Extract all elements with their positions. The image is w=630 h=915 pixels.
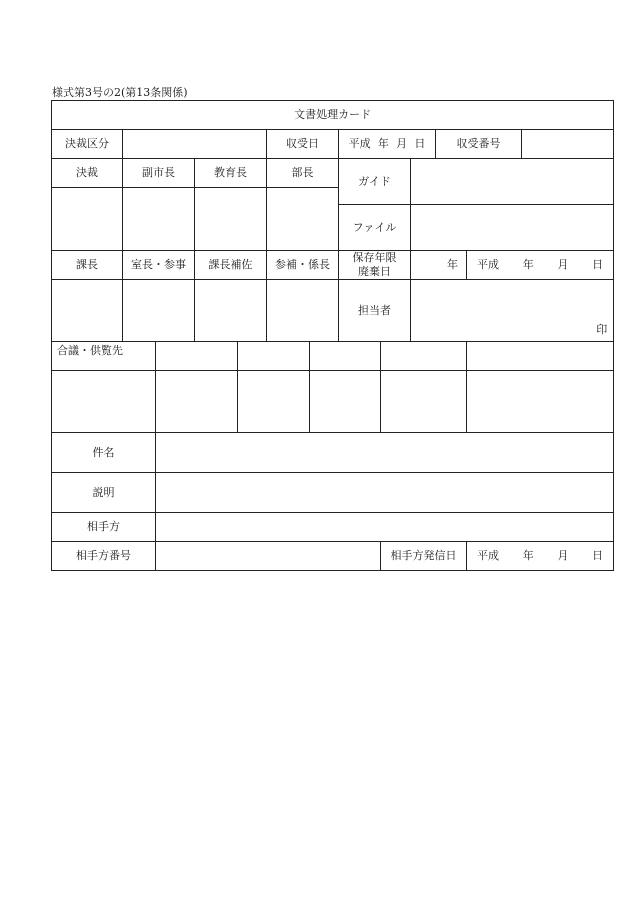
aitekata-date-month: 月 bbox=[557, 549, 569, 563]
approver-header-shitsucho: 室長・参事 bbox=[123, 251, 195, 280]
approver-stamp-kyoikucho[interactable] bbox=[195, 188, 267, 251]
tanto-field[interactable] bbox=[411, 280, 614, 342]
kenmei-label: 件名 bbox=[52, 433, 156, 473]
approver-stamp-bucho[interactable] bbox=[267, 188, 339, 251]
aitekata-date-label: 相手方発信日 bbox=[381, 542, 467, 571]
gogi-stamp-4[interactable] bbox=[381, 371, 467, 433]
setsumei-label: 説明 bbox=[52, 473, 156, 513]
retention-years-field[interactable] bbox=[411, 251, 467, 280]
juri-date-label: 収受日 bbox=[267, 130, 339, 159]
juri-day: 日 bbox=[414, 137, 426, 151]
gogi-header-5[interactable] bbox=[467, 342, 614, 371]
juri-year: 年 bbox=[377, 137, 389, 151]
file-field[interactable] bbox=[411, 205, 614, 251]
approver-header-kakaricho: 参補・係長 bbox=[267, 251, 339, 280]
disposal-year: 年 bbox=[522, 258, 534, 272]
approver-header-kachohosa: 課長補佐 bbox=[195, 251, 267, 280]
juri-month: 月 bbox=[396, 137, 408, 151]
kessai-kubun-field[interactable] bbox=[123, 130, 267, 159]
approver-header-kessai: 決裁 bbox=[52, 159, 123, 188]
disposal-month: 月 bbox=[557, 258, 569, 272]
disposal-date-field[interactable] bbox=[467, 251, 614, 280]
juri-date-field[interactable] bbox=[339, 130, 436, 159]
aitekata-number-label: 相手方番号 bbox=[52, 542, 156, 571]
disposal-day: 日 bbox=[592, 258, 604, 272]
kessai-kubun-label: 決裁区分 bbox=[52, 130, 123, 159]
aitekata-number-field[interactable] bbox=[156, 542, 381, 571]
juri-era: 平成 bbox=[348, 137, 371, 151]
approver-header-fukushicho: 副市長 bbox=[123, 159, 195, 188]
guide-label: ガイド bbox=[339, 159, 411, 205]
aitekata-date-year: 年 bbox=[522, 549, 534, 563]
approver-stamp-kakaricho[interactable] bbox=[267, 280, 339, 342]
kenmei-field[interactable] bbox=[156, 433, 614, 473]
guide-field[interactable] bbox=[411, 159, 614, 205]
gogi-stamp-3[interactable] bbox=[310, 371, 381, 433]
gogi-stamp-2[interactable] bbox=[238, 371, 310, 433]
gogi-header-4[interactable] bbox=[381, 342, 467, 371]
retention-year-unit: 年 bbox=[447, 258, 458, 272]
gogi-header-3[interactable] bbox=[310, 342, 381, 371]
retention-label-line1: 保存年限 bbox=[352, 251, 397, 265]
aitekata-date-field[interactable] bbox=[467, 542, 614, 571]
approver-stamp-fukushicho[interactable] bbox=[123, 188, 195, 251]
juri-number-label: 収受番号 bbox=[436, 130, 522, 159]
aitekata-field[interactable] bbox=[156, 513, 614, 542]
retention-label bbox=[339, 251, 411, 280]
disposal-era: 平成 bbox=[477, 258, 499, 272]
document-processing-card bbox=[51, 100, 614, 571]
tanto-label: 担当者 bbox=[339, 280, 411, 342]
juri-number-field[interactable] bbox=[522, 130, 614, 159]
approver-stamp-kacho[interactable] bbox=[52, 280, 123, 342]
stamp-mark: 印 bbox=[596, 323, 608, 337]
approver-stamp-kessai[interactable] bbox=[52, 188, 123, 251]
approver-header-bucho: 部長 bbox=[267, 159, 339, 188]
file-label: ファイル bbox=[339, 205, 411, 251]
aitekata-label: 相手方 bbox=[52, 513, 156, 542]
gogi-stamp-5[interactable] bbox=[467, 371, 614, 433]
gogi-header-2[interactable] bbox=[238, 342, 310, 371]
approver-stamp-shitsucho[interactable] bbox=[123, 280, 195, 342]
approver-stamp-kachohosa[interactable] bbox=[195, 280, 267, 342]
approver-header-kyoikucho: 教育長 bbox=[195, 159, 267, 188]
card-title: 文書処理カード bbox=[52, 101, 614, 130]
gogi-stamp-1[interactable] bbox=[156, 371, 238, 433]
retention-label-line2: 廃棄日 bbox=[358, 265, 391, 278]
aitekata-date-era: 平成 bbox=[477, 549, 499, 563]
gogi-label: 合議・供覧先 bbox=[52, 342, 156, 371]
form-number-label: 様式第3号の2(第13条関係) bbox=[52, 86, 188, 99]
approver-header-kacho: 課長 bbox=[52, 251, 123, 280]
gogi-stamp-0[interactable] bbox=[52, 371, 156, 433]
aitekata-date-day: 日 bbox=[592, 549, 604, 563]
setsumei-field[interactable] bbox=[156, 473, 614, 513]
gogi-header-1[interactable] bbox=[156, 342, 238, 371]
